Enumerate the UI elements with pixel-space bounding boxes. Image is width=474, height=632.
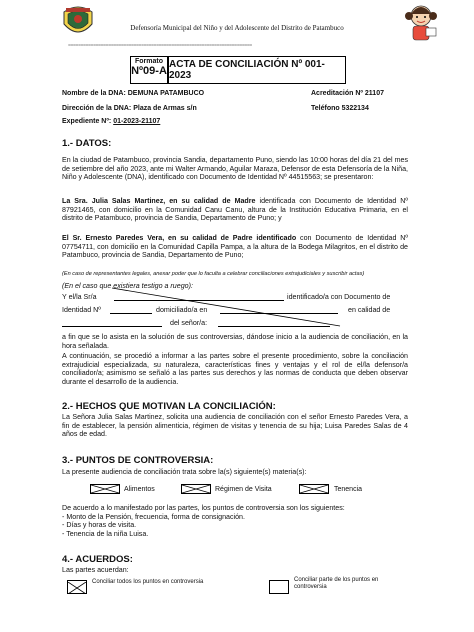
- acta-title: ACTA DE CONCILIACIÓN Nº 001-2023: [168, 56, 346, 84]
- direccion-label: Dirección de la DNA:: [62, 105, 132, 112]
- regimen-visita-label: Régimen de Visita: [215, 486, 272, 493]
- madre-bold: La Sra. Julia Salas Martinez, en su calidad de Madre: [62, 197, 256, 205]
- section-3-intro: La presente audiencia de conciliación trata sobre la(s) siguiente(s) materia(s):: [62, 468, 307, 476]
- expediente: [62, 118, 160, 125]
- section-1-p4: a fin que se lo asista en la solución de sus controversias, dándose inicio a la audiencia de conciliación, en la hora señalada.: [62, 333, 408, 350]
- controversia-item-1: - Monto de la Pensión, frecuencia, forma de consignación.: [62, 513, 245, 521]
- header-title: Defensoría Municipal del Niño y del Adolescente del Distrito de Patambuco: [130, 24, 344, 32]
- child-illustration: [402, 2, 440, 42]
- section-3-p2: De acuerdo a lo manifestado por las partes, los puntos de controversia son los siguientes:: [62, 504, 345, 512]
- telefono: Teléfono 5322134: [311, 105, 369, 112]
- section-2-p1: La Señora Julia Salas Martinez, solicita una audiencia de conciliación con el señor Ernesto Paredes Vera, a fin de establecer, la pensión alimenticia, régimen de visitas y tenencia de su hija; Luisa Paredes Salas de 4 años de edad.: [62, 413, 408, 439]
- regimen-visita-checkbox[interactable]: [181, 484, 211, 494]
- municipal-logo: [60, 4, 96, 40]
- conciliar-parte-label: Conciliar parte de los puntos en controversia: [294, 577, 379, 590]
- testigo-line-1-a: Y el/la Sr/a: [62, 293, 97, 301]
- expediente-label: Expediente Nº:: [62, 118, 112, 125]
- conciliar-todos-checkbox[interactable]: [67, 580, 87, 594]
- madre-rest: identificada con Documento de Identidad Nº 87921465, con domicilio en la Comunidad Canu Canu, altura de la Institución Educativa Primaria, en el distrito de Patambuco, provincia de Sandia, Departamento de Puno; y: [62, 197, 408, 223]
- padre-bold: El Sr. Ernesto Paredes Vera, en su calidad de Padre identificado: [62, 234, 297, 242]
- acreditacion: Acreditación Nº 21107: [311, 90, 384, 97]
- testigo-line-2-b: domiciliado/a en: [156, 306, 208, 314]
- section-1-title: 1.- DATOS:: [62, 138, 112, 149]
- nombre-dna: [62, 90, 204, 97]
- section-1-p1: En la ciudad de Patambuco, provincia Sandia, departamento Puno, siendo las 10:00 horas del día 21 del mes de setiembre del año 2023, ante mi Walter Armando, Aguilar Maraza, Defensor de esta Defensoría de la Niña, Niño y Adolescente (DNA), identificado con Documento de Identidad Nº 44515563; se presentaron:: [62, 156, 408, 182]
- testigo-line-2-a: Identidad Nº: [62, 306, 101, 314]
- expediente-value: 01-2023-21107: [113, 118, 161, 125]
- tenencia-checkbox[interactable]: [299, 484, 329, 494]
- testigo-line-2-c: en calidad de: [348, 306, 391, 314]
- section-1-p2: [62, 197, 408, 223]
- direccion-dna: [62, 105, 197, 112]
- testigo-crossed-out: [112, 284, 342, 328]
- testigo-block: [62, 282, 412, 332]
- section-1-p3: [62, 234, 408, 260]
- direccion-value: Plaza de Armas s/n: [133, 105, 197, 112]
- nombre-label: Nombre de la DNA:: [62, 90, 126, 97]
- section-2-title: 2.- HECHOS QUE MOTIVAN LA CONCILIACIÓN:: [62, 401, 276, 412]
- conciliar-todos-label: Conciliar todos los puntos en controversia: [92, 579, 204, 585]
- alimentos-label: Alimentos: [124, 486, 155, 493]
- conciliar-parte-checkbox[interactable]: [269, 580, 289, 594]
- formato-code: Nº09-A: [131, 65, 167, 77]
- formato-label: Formato: [135, 58, 163, 65]
- header-rule: =========================================================================: [68, 44, 252, 49]
- alimentos-checkbox[interactable]: [90, 484, 120, 494]
- tenencia-label: Tenencia: [334, 486, 363, 493]
- section-1-p5: A continuación, se procedió a informar a las partes sobre el presente procedimiento, sobre la conciliación extrajudicial especializada, su naturaleza, características fines y ventajas y el rol de el/la defensor/a conciliador/a; asimismo se señaló a las partes sus derechos y las normas de conducta que deben observar durante el desarrollo de la audiencia.: [62, 352, 408, 386]
- controversia-item-3: - Tenencia de la niña Luisa.: [62, 530, 149, 538]
- controversia-item-2: - Días y horas de visita.: [62, 521, 137, 529]
- nombre-value: DEMUNA PATAMBUCO: [127, 90, 205, 97]
- section-3-title: 3.- PUNTOS DE CONTROVERSIA:: [62, 455, 214, 466]
- formato-box: [130, 56, 168, 84]
- padre-rest: con Documento de Identidad Nº 07754711, con domicilio en la Comunidad Capilla Pampa, a la altura de la Bodega Milagritos, en el distrito de Patambuco, provincia de Sandia, Departamento de Puno;: [62, 234, 408, 260]
- section-4-title: 4.- ACUERDOS:: [62, 554, 133, 565]
- section-4-intro: Las partes acuerdan:: [62, 566, 129, 574]
- testigo-intro: (En el caso que existiera testigo a ruego):: [62, 282, 193, 290]
- representantes-note: (En caso de representantes legales, anexar poder que lo faculta a celebrar conciliaciones extrajudiciales y suscribir actas): [62, 271, 365, 277]
- testigo-line-3: del señor/a:: [170, 319, 208, 327]
- testigo-line-1-b: identificado/a con Documento de: [287, 293, 391, 301]
